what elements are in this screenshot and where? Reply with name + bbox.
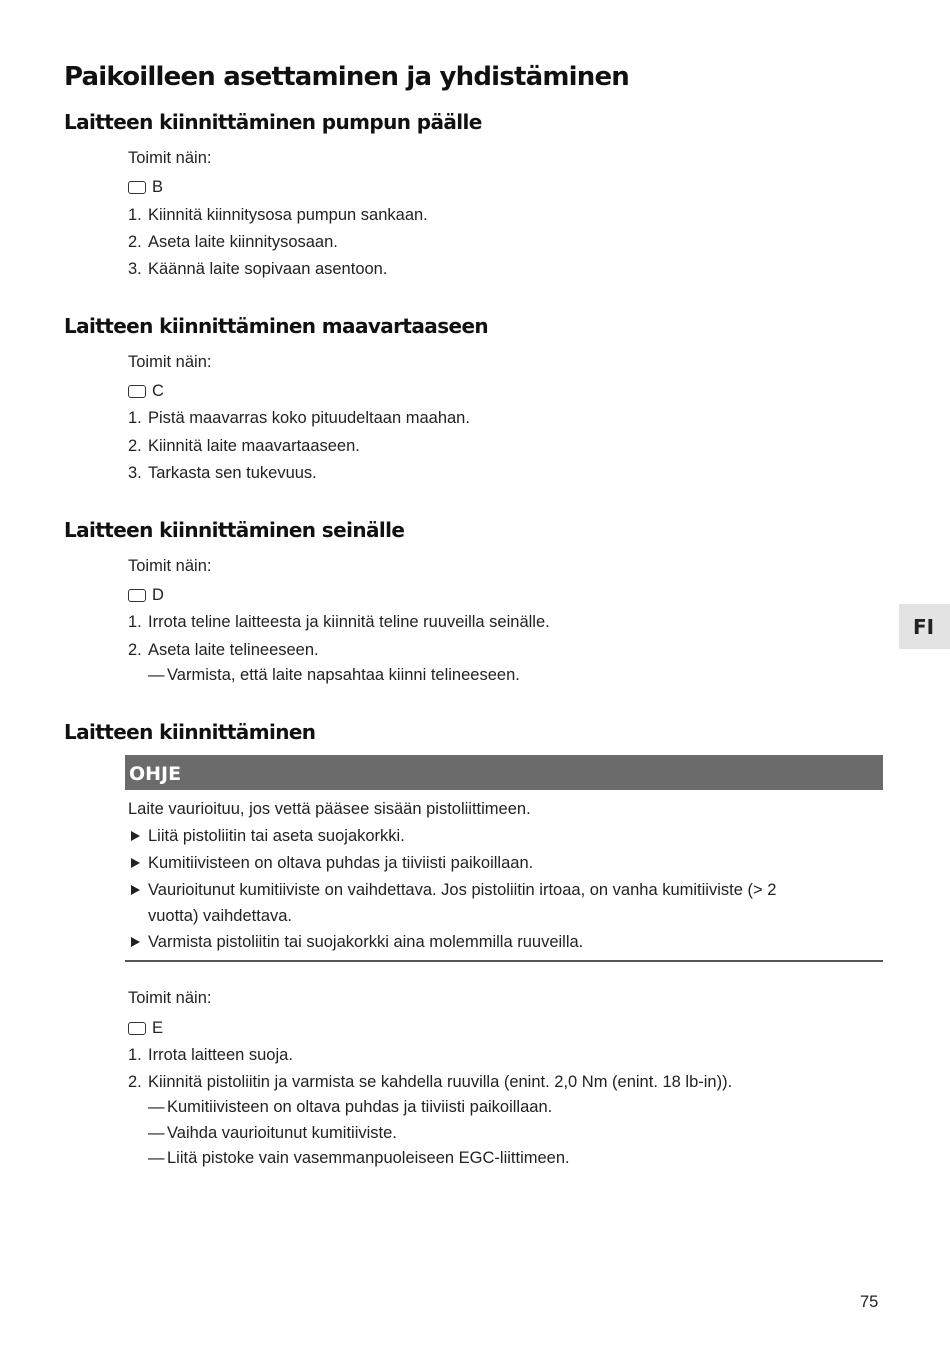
- step-number: 3.: [128, 260, 142, 278]
- figure-letter: C: [152, 382, 164, 400]
- figure-reference: [128, 585, 164, 605]
- bullet-arrow-icon: [131, 937, 140, 947]
- language-tab: FI: [899, 604, 950, 649]
- step-text: Käännä laite sopivaan asentoon.: [148, 260, 388, 278]
- figure-book-icon: [128, 181, 146, 194]
- bullet-arrow-icon: [131, 885, 140, 895]
- sub-step-text: Vaihda vaurioitunut kumitiiviste.: [167, 1124, 397, 1142]
- step-number: 1.: [128, 613, 142, 631]
- sub-step: — Vaihda vaurioitunut kumitiiviste.: [148, 1124, 397, 1142]
- figure-book-icon: [128, 385, 146, 398]
- step-text: Irrota laitteen suoja.: [148, 1046, 293, 1064]
- notice-bullet-continuation: vuotta) vaihdettava.: [148, 907, 293, 925]
- step-number: 2.: [128, 233, 142, 251]
- notice-bottom-rule: [125, 960, 883, 962]
- step-text: Kiinnitä pistoliitin ja varmista se kahdella ruuvilla (enint. 2,0 Nm (enint. 18 lb-in)).: [148, 1073, 733, 1091]
- section-heading-connect: Laitteen kiinnittäminen: [64, 720, 316, 744]
- instruction-intro: Toimit näin:: [128, 149, 212, 167]
- figure-book-icon: [128, 589, 146, 602]
- figure-book-icon: [128, 1022, 146, 1035]
- figure-reference: [128, 177, 163, 197]
- step-number: 2.: [128, 1073, 142, 1091]
- sub-step: — Kumitiivisteen on oltava puhdas ja tiiviisti paikoillaan.: [148, 1098, 553, 1116]
- figure-letter: B: [152, 178, 164, 196]
- figure-reference: [128, 381, 164, 401]
- notice-bullet: Varmista pistoliitin tai suojakorkki aina molemmilla ruuveilla.: [148, 933, 584, 951]
- sub-step: — Varmista, että laite napsahtaa kiinni telineeseen.: [148, 666, 520, 684]
- section-heading-ground-spike: Laitteen kiinnittäminen maavartaaseen: [64, 314, 489, 338]
- sub-step-text: Liitä pistoke vain vasemmanpuoleiseen EGC-liittimeen.: [167, 1149, 570, 1167]
- instruction-intro: Toimit näin:: [128, 557, 212, 575]
- notice-text: Laite vaurioituu, jos vettä pääsee sisään pistoliittimeen.: [128, 800, 531, 818]
- step-number: 1.: [128, 1046, 142, 1064]
- bullet-arrow-icon: [131, 831, 140, 841]
- figure-letter: E: [152, 1019, 164, 1037]
- step-text: Tarkasta sen tukevuus.: [148, 464, 317, 482]
- step-number: 1.: [128, 409, 142, 427]
- page-number: 75: [860, 1293, 879, 1311]
- sub-step: — Liitä pistoke vain vasemmanpuoleiseen EGC-liittimeen.: [148, 1149, 570, 1167]
- step-text: Aseta laite kiinnitysosaan.: [148, 233, 338, 251]
- sub-step-text: Varmista, että laite napsahtaa kiinni telineeseen.: [167, 666, 520, 684]
- section-heading-wall: Laitteen kiinnittäminen seinälle: [64, 518, 405, 542]
- page-title: Paikoilleen asettaminen ja yhdistäminen: [64, 62, 629, 92]
- instruction-intro: Toimit näin:: [128, 989, 212, 1007]
- step-number: 1.: [128, 206, 142, 224]
- notice-bullet: Liitä pistoliitin tai aseta suojakorkki.: [148, 827, 405, 845]
- step-text: Irrota teline laitteesta ja kiinnitä teline ruuveilla seinälle.: [148, 613, 550, 631]
- notice-bullet: Kumitiivisteen on oltava puhdas ja tiiviisti paikoillaan.: [148, 854, 534, 872]
- step-text: Pistä maavarras koko pituudeltaan maahan.: [148, 409, 470, 427]
- instruction-intro: Toimit näin:: [128, 353, 212, 371]
- section-heading-pump: Laitteen kiinnittäminen pumpun päälle: [64, 110, 482, 134]
- step-text: Kiinnitä kiinnitysosa pumpun sankaan.: [148, 206, 428, 224]
- step-number: 3.: [128, 464, 142, 482]
- figure-reference: [128, 1018, 163, 1038]
- step-text: Kiinnitä laite maavartaaseen.: [148, 437, 360, 455]
- figure-letter: D: [152, 586, 164, 604]
- step-number: 2.: [128, 641, 142, 659]
- sub-step-text: Kumitiivisteen on oltava puhdas ja tiiviisti paikoillaan.: [167, 1098, 553, 1116]
- bullet-arrow-icon: [131, 858, 140, 868]
- notice-header: OHJE: [125, 755, 883, 790]
- step-number: 2.: [128, 437, 142, 455]
- step-text: Aseta laite telineeseen.: [148, 641, 319, 659]
- notice-bullet: Vaurioitunut kumitiiviste on vaihdettava. Jos pistoliitin irtoaa, on vanha kumitiiviste (> 2: [148, 881, 777, 899]
